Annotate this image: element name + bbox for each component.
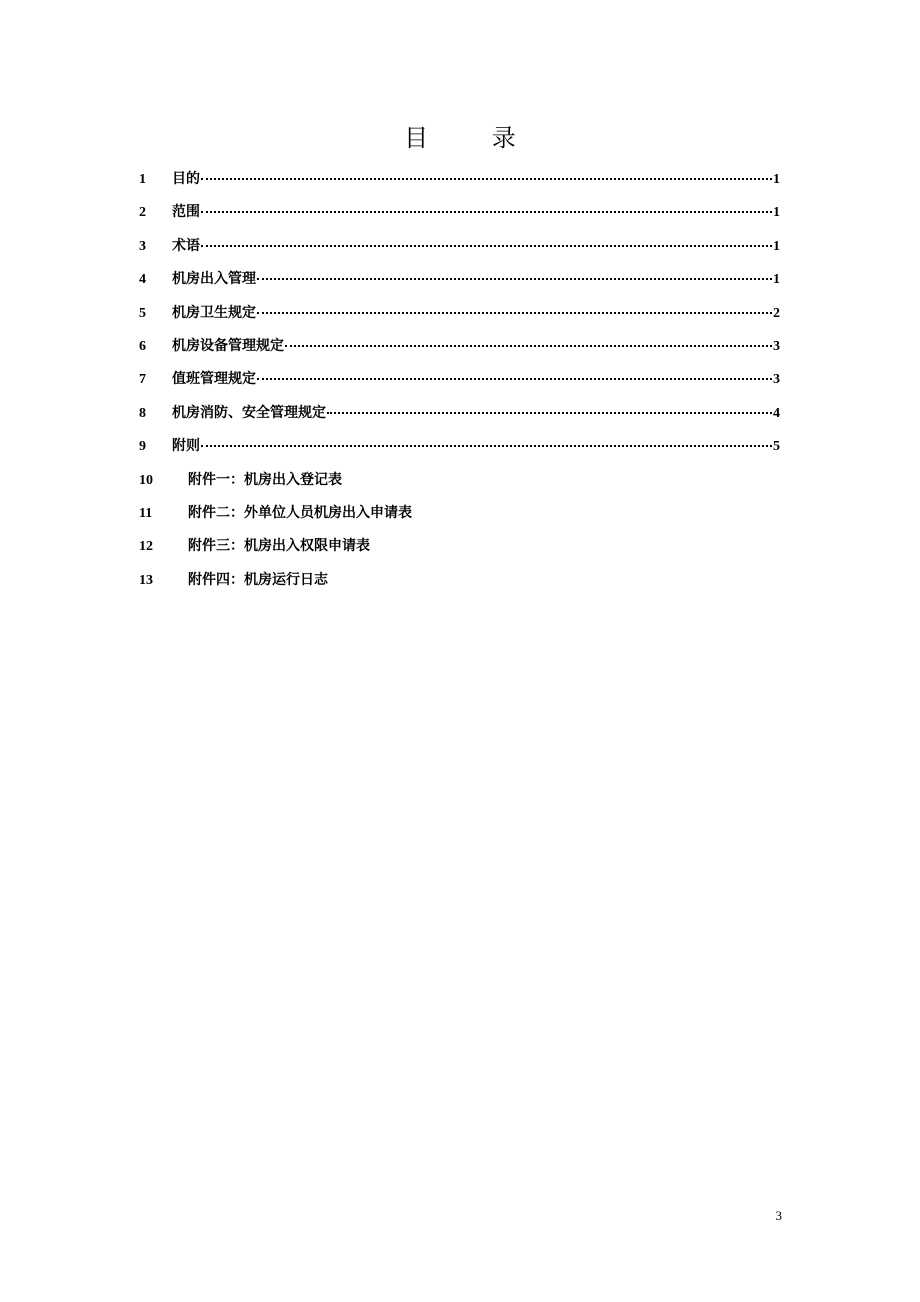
toc-entry-label: 附件二：外单位人员机房出入申请表 — [188, 504, 412, 521]
dot-leader — [257, 312, 772, 314]
toc-entry-page: 1 — [773, 205, 780, 221]
toc-entry-page: 1 — [773, 238, 780, 254]
toc-entry-page: 1 — [773, 272, 780, 288]
toc-entry-attachment-4[interactable] — [139, 569, 780, 602]
toc-entry-label: 机房卫生规定 — [172, 304, 256, 321]
toc-entry-page: 3 — [773, 338, 780, 354]
toc-entry-supplementary[interactable] — [139, 435, 780, 468]
toc-entry-label: 值班管理规定 — [172, 371, 256, 388]
toc-entry-label: 附件三：机房出入权限申请表 — [188, 538, 370, 555]
dot-leader — [201, 178, 772, 180]
toc-entry-number: 2 — [139, 205, 146, 221]
toc-list — [139, 168, 780, 602]
toc-entry-label: 附件四：机房运行日志 — [188, 571, 328, 588]
toc-entry-number: 8 — [139, 405, 146, 421]
toc-entry-page: 3 — [773, 372, 780, 388]
toc-entry-label: 机房消防、安全管理规定 — [172, 404, 326, 421]
toc-entry-attachment-3[interactable] — [139, 535, 780, 568]
page-number: 3 — [775, 1208, 782, 1223]
toc-entry-number: 10 — [139, 472, 153, 488]
dot-leader — [201, 245, 772, 247]
toc-entry-number: 7 — [139, 372, 146, 388]
toc-entry-number: 1 — [139, 172, 146, 187]
toc-entry-terms[interactable] — [139, 235, 780, 268]
toc-title: 目 录 — [404, 124, 544, 152]
dot-leader — [201, 445, 772, 447]
toc-entry-label: 术语 — [172, 237, 200, 254]
toc-entry-label: 机房出入管理 — [172, 271, 256, 288]
dot-leader — [285, 345, 772, 347]
toc-entry-duty-rules[interactable] — [139, 368, 780, 401]
toc-entry-page: 4 — [773, 405, 780, 421]
dot-leader — [201, 211, 772, 213]
toc-entry-number: 12 — [139, 539, 153, 555]
dot-leader — [327, 412, 772, 414]
toc-entry-scope[interactable] — [139, 201, 780, 234]
toc-entry-page: 5 — [773, 439, 780, 455]
toc-entry-number: 9 — [139, 439, 146, 455]
toc-entry-number: 3 — [139, 238, 146, 254]
toc-entry-label: 附件一：机房出入登记表 — [188, 471, 342, 488]
toc-entry-fire-safety-rules[interactable] — [139, 402, 780, 435]
toc-entry-label: 附则 — [172, 438, 200, 455]
toc-entry-number: 6 — [139, 338, 146, 354]
toc-entry-access-management[interactable] — [139, 268, 780, 301]
dot-leader — [257, 278, 772, 280]
toc-entry-label: 目的 — [172, 171, 200, 187]
dot-leader — [257, 378, 772, 380]
toc-entry-number: 11 — [139, 505, 153, 521]
toc-entry-label: 范围 — [172, 204, 200, 221]
toc-entry-page: 2 — [773, 305, 780, 321]
toc-entry-equipment-rules[interactable] — [139, 335, 780, 368]
toc-entry-purpose[interactable] — [139, 168, 780, 201]
toc-entry-number: 4 — [139, 272, 146, 288]
toc-entry-number: 5 — [139, 305, 146, 321]
toc-entry-page: 1 — [773, 172, 780, 187]
toc-entry-number: 13 — [139, 572, 153, 588]
toc-entry-attachment-2[interactable] — [139, 502, 780, 535]
toc-entry-label: 机房设备管理规定 — [172, 337, 284, 354]
toc-entry-attachment-1[interactable] — [139, 469, 780, 502]
toc-entry-hygiene-rules[interactable] — [139, 302, 780, 335]
